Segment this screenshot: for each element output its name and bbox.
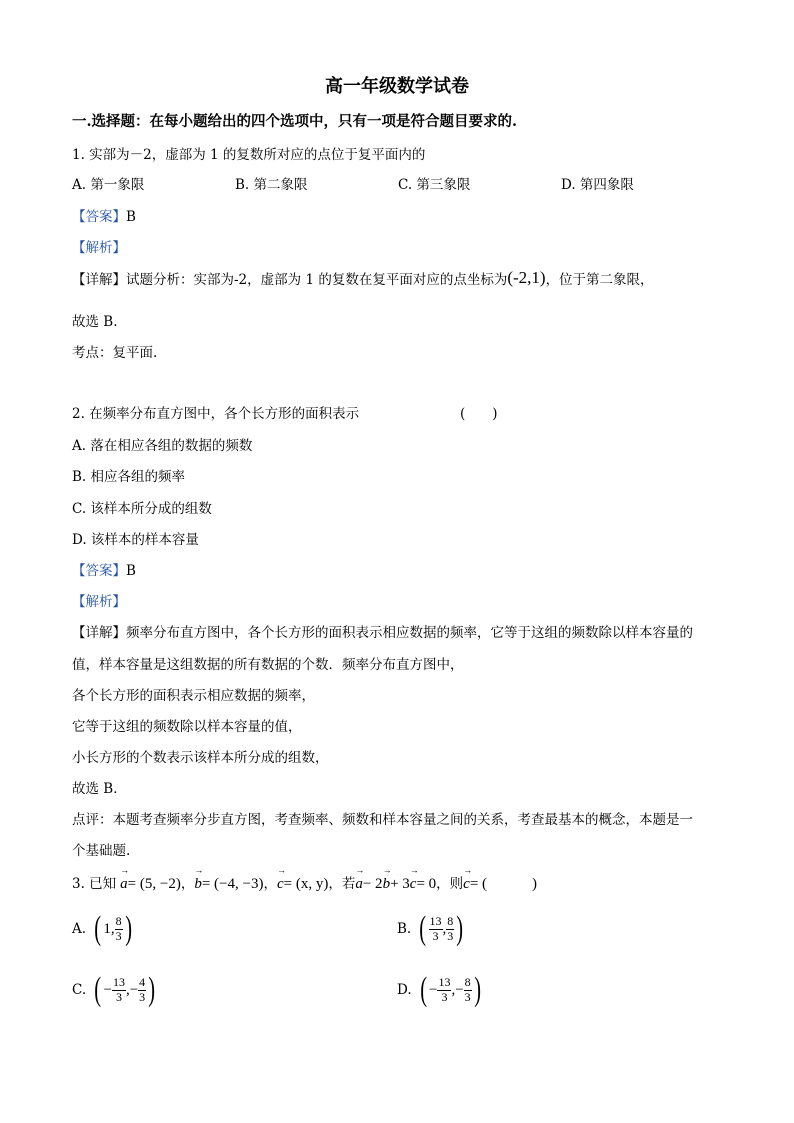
q1-stem: 1. 实部为－2，虚部为 1 的复数所对应的点位于复平面内的 xyxy=(72,147,426,163)
option-label: A. xyxy=(72,921,87,937)
q3-cond-end: = 0 xyxy=(416,876,437,892)
q3-option-a xyxy=(72,912,134,946)
fraction: $\frac{13}{3}$ xyxy=(438,974,451,1004)
q3-cond-plus: + 3 xyxy=(390,876,410,892)
answer-tag: 【答案】 xyxy=(72,209,126,225)
q3-comma: ， xyxy=(263,876,277,892)
left-paren: ( xyxy=(94,971,102,1008)
q2-option-d: D. 该样本的样本容量 xyxy=(72,532,199,548)
q1-conclude: 故选 B. xyxy=(72,314,118,330)
answer-value: B xyxy=(126,563,136,579)
detail-text-a: 试题分析：实部为-2，虚部为 1 的复数在复平面对应的点坐标为 xyxy=(126,272,508,288)
q2-option-c: C. 该样本所分成的组数 xyxy=(72,501,212,517)
fraction: $\frac{13}{3}$ xyxy=(112,974,125,1004)
q1-detail xyxy=(72,268,654,288)
vector-b: → b xyxy=(194,876,202,893)
vector-b: → b xyxy=(383,876,391,893)
q2-detail-4: 它等于这组的频数除以样本容量的值， xyxy=(72,719,302,735)
vector-c: → c xyxy=(277,876,284,893)
answer-value: B xyxy=(126,209,136,225)
comma: , xyxy=(442,920,447,937)
detail-text-b: ，位于第二象限， xyxy=(545,272,654,288)
q3-if: ，若 xyxy=(328,876,356,892)
q3-prefix: 3. 已知 xyxy=(72,876,117,892)
q1-option-b: B. 第二象限 xyxy=(235,177,308,193)
q2-option-a: A. 落在相应各组的数据的频数 xyxy=(72,438,253,454)
q2-detail-2: 值，样本容量是这组数据的所有数据的个数．频率分布直方图中， xyxy=(72,657,464,673)
right-paren: ) xyxy=(124,910,132,947)
detail-tag: 【详解】 xyxy=(72,272,126,288)
fraction: $\frac{8}{3}$ xyxy=(115,913,122,943)
q3-cond-minus: − 2 xyxy=(362,876,383,892)
q3-then: ，则 xyxy=(436,876,464,892)
right-paren: ) xyxy=(456,910,464,947)
detail-tag: 【详解】 xyxy=(72,625,126,641)
fraction: $\frac{4}{3}$ xyxy=(139,974,146,1004)
q1-answer xyxy=(72,205,136,225)
detail-text: 频率分布直方图中，各个长方形的面积表示相应数据的频率，它等于这组的频数除以样本容量的 xyxy=(126,625,693,641)
detail-point: (-2,1) xyxy=(507,268,546,287)
q1-kaodian: 考点：复平面. xyxy=(72,345,158,361)
q3-option-d xyxy=(397,973,483,1007)
right-paren: ) xyxy=(473,971,481,1008)
option-label: B. xyxy=(397,921,412,937)
q3-comma: ， xyxy=(180,876,195,892)
q3-stem xyxy=(72,872,537,893)
q3-b-value: = (−4, −3) xyxy=(201,876,264,892)
left-paren: ( xyxy=(94,910,102,947)
left-paren: ( xyxy=(419,971,427,1008)
q2-comment-2: 个基础题. xyxy=(72,843,131,859)
fraction: $\frac{8}{3}$ xyxy=(447,913,454,943)
option-label: D. xyxy=(397,982,412,998)
vector-c: → c xyxy=(463,876,470,893)
fraction: $\frac{13}{3}$ xyxy=(429,913,442,943)
option-label: C. xyxy=(72,982,87,998)
fraction: $\frac{8}{3}$ xyxy=(464,974,471,1004)
q2-option-b: B. 相应各组的频率 xyxy=(72,469,186,485)
q2-detail-1 xyxy=(72,621,693,641)
vector-c: → c xyxy=(410,876,417,893)
comma: ,− xyxy=(451,981,464,998)
q3-option-b xyxy=(397,912,466,946)
vector-a: → a xyxy=(120,876,128,893)
q3-ask: = ( ) xyxy=(469,876,538,892)
q2-stem: 2. 在频率分布直方图中，各个长方形的面积表示 xyxy=(72,406,360,422)
q2-analysis-tag: 【解析】 xyxy=(72,594,126,610)
q2-detail-3: 各个长方形的面积表示相应数据的频率， xyxy=(72,688,315,704)
q2-paren: ( ) xyxy=(460,406,498,422)
minus-sign: − xyxy=(428,981,438,998)
section-heading: 一.选择题：在每小题给出的四个选项中，只有一项是符合题目要求的. xyxy=(72,113,518,130)
answer-tag: 【答案】 xyxy=(72,563,126,579)
q2-conclude: 故选 B． xyxy=(72,781,127,797)
q2-answer xyxy=(72,559,136,579)
minus-sign: − xyxy=(103,981,112,998)
q3-option-c xyxy=(72,973,157,1007)
comma: ,− xyxy=(125,981,139,998)
q3-c-value: = (x, y) xyxy=(283,876,329,892)
q1-option-c: C. 第三象限 xyxy=(398,177,471,193)
option-first: 1, xyxy=(103,920,115,937)
right-paren: ) xyxy=(148,971,156,1008)
left-paren: ( xyxy=(419,910,427,947)
q1-analysis-tag: 【解析】 xyxy=(72,240,126,256)
q1-option-d: D. 第四象限 xyxy=(561,177,634,193)
vector-a: → a xyxy=(355,876,363,893)
q1-option-a: A. 第一象限 xyxy=(72,177,145,193)
q3-a-value: = (5, −2) xyxy=(127,876,181,892)
page-title: 高一年级数学试卷 xyxy=(325,76,469,97)
q2-comment-1: 点评：本题考查频率分步直方图，考查频率、频数和样本容量之间的关系，考查最基本的概念，本题是一 xyxy=(72,812,693,828)
q2-detail-5: 小长方形的个数表示该样本所分成的组数， xyxy=(72,750,329,766)
